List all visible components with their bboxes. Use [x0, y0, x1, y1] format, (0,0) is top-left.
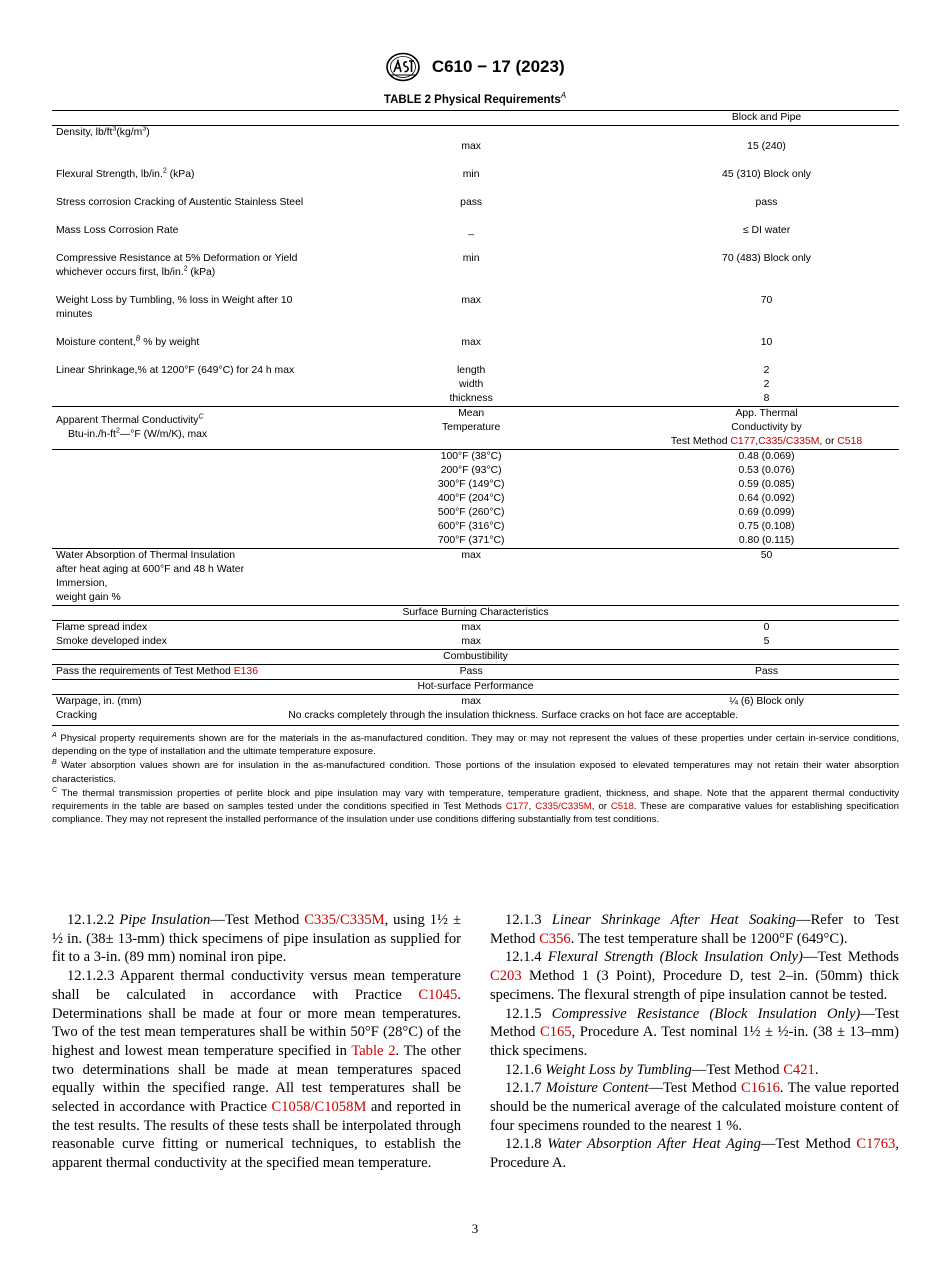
row-label-stress-corrosion: Stress corrosion Cracking of Austentic Stainless Steel — [56, 197, 304, 208]
shrinkage-value-length: 2 — [763, 365, 770, 376]
combustibility-value: Pass — [634, 665, 899, 680]
row-label-shrinkage: Linear Shrinkage,% at 1200°F (649°C) for 24 h max — [56, 365, 295, 376]
table-row-shrinkage-thickness — [52, 392, 899, 407]
row-label-weight-loss: Weight Loss by Tumbling, % loss in Weight after 10 minutes — [56, 295, 293, 320]
shrinkage-limit-length: length — [456, 365, 486, 376]
thermal-temp-200: 200°F (93°C) — [440, 465, 502, 476]
row-label-density: Density, $lb/ft^3(kg/m^3)$ — [52, 126, 308, 141]
table-row-combustibility — [52, 665, 899, 680]
table-row-warpage — [52, 695, 899, 710]
flame-spread-value: 0 — [634, 621, 899, 636]
link-table-2[interactable]: Table 2 — [351, 1042, 396, 1059]
footnote-b: $^B$ Water absorption values shown are for insulation in the as-manufactured condition. Those portions of the insulation exposed to elevated temperatures may not retain their water absorption characteristics. — [52, 759, 899, 785]
shrinkage-limit-thickness: thickness — [449, 393, 493, 404]
weight-loss-limit: max — [461, 295, 481, 306]
thermal-temp-600: 600°F (316°C) — [437, 521, 505, 532]
link-c518[interactable]: C518 — [837, 436, 863, 447]
row-label-cracking: Cracking — [52, 709, 308, 726]
table-header-row — [52, 111, 899, 126]
link-c1616[interactable]: C1616 — [741, 1080, 780, 1097]
row-label-smoke-developed: Smoke developed index — [56, 636, 167, 647]
section-heading-hot-surface: Hot-surface Performance — [52, 680, 899, 695]
thermal-conductivity-header: App. Thermal Conductivity by Test Method C177,C335/C335M, or C518 — [634, 407, 899, 450]
table-row-water-absorption — [52, 549, 899, 606]
link-c518[interactable]: C518 — [610, 801, 634, 813]
link-e136[interactable]: E136 — [233, 666, 258, 677]
paragraph-12-1-2-3: 12.1.2.3 Apparent thermal conductivity versus mean temperature shall be calculated in accordance with Practice C1045. Determinations shall be made at four or more mean temperatures. Two of the test mean temperatures shall be within 50°F (28°C) of the highest and lowest mean temperature specified in Table 2. The other two determinations shall be made at mean temperatures spaced equally within the specified range. All test temperatures shall be selected in accordance with Practice C1058/C1058M and reported in the test results. The results of these tests shall be interpolated through reasonable curve fitting or numerical techniques, to establish the apparent thermal conductivity at the specified mean temperature. — [52, 968, 461, 1172]
link-c335-c335m[interactable]: C335/C335M — [758, 436, 820, 447]
table-footnotes — [52, 732, 899, 827]
warpage-value: ¼ (6) Block only — [634, 695, 899, 710]
table-row-thermal-header — [52, 407, 899, 450]
weight-loss-value: 70 — [760, 295, 773, 306]
paragraph-12-1-3: 12.1.3 Linear Shrinkage After Heat Soaking—Refer to Test Method C356. The test temperature shall be 1200°F (649°C). — [490, 912, 899, 947]
thermal-value-600: 0.75 (0.108) — [738, 521, 795, 532]
link-c356[interactable]: C356 — [539, 930, 571, 947]
table-row-thermal-700 — [52, 534, 899, 549]
paragraph-12-1-7: 12.1.7 Moisture Content—Test Method C1616. The value reported should be the numerical average of the calculated moisture content of four specimens rounded to the nearest 1 %. — [490, 1080, 899, 1134]
table-row-weight-loss — [52, 294, 899, 322]
stress-corrosion-value: pass — [755, 197, 778, 208]
physical-requirements-table-wrap — [52, 110, 899, 726]
table-row-thermal-600 — [52, 520, 899, 534]
link-c177[interactable]: C177 — [505, 801, 529, 813]
link-c203[interactable]: C203 — [490, 968, 522, 985]
link-c421[interactable]: C421 — [783, 1061, 815, 1078]
row-label-mass-loss: Mass Loss Corrosion Rate — [56, 225, 179, 236]
row-label-thermal: Apparent Thermal Conductivity$^C$ Btu-$in./h-ft^2—^\circ F$ (W/m/K), max — [52, 407, 308, 450]
paragraph-12-1-4: 12.1.4 Flexural Strength (Block Insulation Only)—Test Methods C203 Method 1 (3 Point), Procedure D, test 2–in. (50mm) thick specimens. The flexural strength of pipe insulation cannot be tested. — [490, 949, 899, 1003]
astm-logo-icon — [385, 52, 421, 82]
row-label-flexural: Flexural Strength, lb/in.$^2$ (kPa) — [56, 167, 195, 180]
table-row-thermal-100 — [52, 450, 899, 465]
moisture-limit: max — [461, 337, 481, 348]
paragraph-12-1-6: 12.1.6 Weight Loss by Tumbling—Test Method C421. — [505, 1061, 819, 1078]
paragraph-12-1-5: 12.1.5 Compressive Resistance (Block Insulation Only)—Test Method C165, Procedure A. Test nominal 1½ ± ½-in. (38 ± 13–mm) thick specimens. — [490, 1005, 899, 1059]
table-row-thermal-500 — [52, 506, 899, 520]
section-heading-surface-burning: Surface Burning Characteristics — [52, 606, 899, 621]
density-value: 15 (240) — [747, 141, 786, 152]
footnote-a: $^A$ Physical property requirements shown are for the materials in the as-manufactured condition. They may or may not represent the values of these properties under certain in-service conditions, depending on the type of installation and the ultimate temperature exposure. — [52, 731, 899, 758]
thermal-value-200: 0.53 (0.076) — [738, 465, 795, 476]
table-row-moisture — [52, 336, 899, 350]
flexural-limit: min — [462, 169, 480, 180]
combustibility-limit: Pass — [308, 665, 634, 680]
table-row-flame-spread — [52, 621, 899, 636]
thermal-value-400: 0.64 (0.092) — [738, 493, 795, 504]
thermal-value-700: 0.80 (0.115) — [738, 535, 795, 546]
link-c335-c335m[interactable]: C335/C335M — [535, 801, 592, 813]
row-label-warpage: Warpage, in. (mm) — [52, 695, 308, 710]
compressive-value: 70 (483) Block only — [722, 253, 811, 264]
table-row-mass-loss — [52, 224, 899, 238]
table-row-density — [52, 126, 899, 141]
thermal-temp-700: 700°F (371°C) — [437, 535, 505, 546]
table-row-thermal-300 — [52, 478, 899, 492]
link-c335-c335m[interactable]: C335/C335M — [304, 912, 385, 928]
thermal-mean-temperature-header: Mean Temperature — [308, 407, 634, 450]
shrinkage-value-thickness: 8 — [763, 393, 770, 404]
table-row-smoke-developed — [52, 635, 899, 650]
page-number: 3 — [471, 1221, 479, 1236]
body-column-right — [490, 911, 899, 1173]
water-absorption-limit: max — [308, 549, 634, 606]
mass-loss-limit: _ — [468, 225, 475, 236]
table-row-compressive — [52, 252, 899, 280]
thermal-temp-500: 500°F (260°C) — [437, 507, 505, 518]
table-row-thermal-200 — [52, 464, 899, 478]
thermal-temp-300: 300°F (149°C) — [437, 479, 505, 490]
body-column-left — [52, 911, 461, 1173]
smoke-developed-value: 5 — [763, 636, 770, 647]
flame-spread-limit: max — [308, 621, 634, 636]
thermal-value-100: 0.48 (0.069) — [634, 450, 899, 465]
page-header — [0, 52, 950, 82]
table-row-density-value — [52, 140, 899, 154]
compressive-limit: min — [462, 253, 480, 264]
table-row-thermal-400 — [52, 492, 899, 506]
physical-requirements-table — [52, 110, 899, 726]
thermal-value-300: 0.59 (0.085) — [738, 479, 795, 490]
stress-corrosion-limit: pass — [460, 197, 483, 208]
column-header-block-and-pipe: Block and Pipe — [634, 111, 899, 126]
flexural-value: 45 (310) Block only — [722, 169, 811, 180]
link-c1763[interactable]: C1763 — [856, 1136, 896, 1153]
thermal-value-500: 0.69 (0.099) — [738, 507, 795, 518]
link-c1045[interactable]: C1045 — [418, 986, 458, 1003]
row-label-flame-spread: Flame spread index — [52, 621, 308, 636]
link-c1058-c1058m[interactable]: C1058/C1058M — [271, 1099, 367, 1116]
smoke-developed-limit: max — [461, 636, 481, 647]
table-title-text: TABLE 2 Physical Requirements — [383, 94, 561, 106]
moisture-value: 10 — [760, 337, 773, 348]
density-limit: max — [461, 141, 481, 152]
warpage-limit: max — [308, 695, 634, 710]
water-absorption-value: 50 — [634, 549, 899, 606]
table-row-shrinkage-width — [52, 378, 899, 392]
thermal-temp-400: 400°F (204°C) — [437, 493, 505, 504]
footnote-c: $^C$ The thermal transmission properties of perlite block and pipe insulation may vary with temperature, temperature gradient, thickness, and shape. Note that the apparent thermal conductivity requirements in the table are based on samples tested under the conditions specified in Test Methods C177, C335/C335M, or C518. These are comparative values for establishing specification compliance. They may not represent the installed performance of the insulation under use conditions differing substantially from test conditions. — [52, 786, 900, 826]
cracking-value: No cracks completely through the insulation thickness. Surface cracks on hot face are acceptable. — [308, 709, 899, 726]
shrinkage-limit-width: width — [459, 379, 484, 390]
row-label-compressive: Compressive Resistance at 5% Deformation or Yield whichever occurs first, lb/in.$^2$ (kPa) — [56, 253, 298, 278]
link-c165[interactable]: C165 — [539, 1024, 572, 1041]
shrinkage-value-width: 2 — [763, 379, 770, 390]
table-row-flexural — [52, 168, 899, 182]
mass-loss-value: ≤ DI water — [742, 225, 791, 236]
row-label-water-absorption: Water Absorption of Thermal Insulation after heat aging at 600°F and 48 h Water Immersion, weight gain % — [52, 549, 308, 606]
document-id: C610 − 17 (2023) — [431, 57, 565, 76]
paragraph-12-1-8: 12.1.8 Water Absorption After Heat Aging—Test Method C1763, Procedure A. — [490, 1136, 899, 1172]
thermal-temp-100: 100°F (38°C) — [308, 450, 634, 465]
row-label-moisture: Moisture content,$^B$ % by weight — [56, 335, 200, 348]
table-title — [0, 91, 950, 106]
table-row-stress-corrosion — [52, 196, 899, 210]
table-title-note: A — [560, 91, 567, 101]
link-c177[interactable]: C177 — [730, 436, 756, 447]
paragraph-12-1-2-2: 12.1.2.2 Pipe Insulation—Test Method C335/C335M, using 1½ ± ½ in. (38± 13-mm) thick specimens of pipe insulation as supplied for fit to a 3-in. (89 mm) nominal iron pipe. — [52, 912, 461, 966]
table-row-shrinkage — [52, 364, 899, 378]
table-row-cracking — [52, 709, 899, 726]
section-heading-combustibility: Combustibility — [52, 650, 899, 665]
row-label-combustibility: Pass the requirements of Test Method E136 — [52, 665, 308, 680]
